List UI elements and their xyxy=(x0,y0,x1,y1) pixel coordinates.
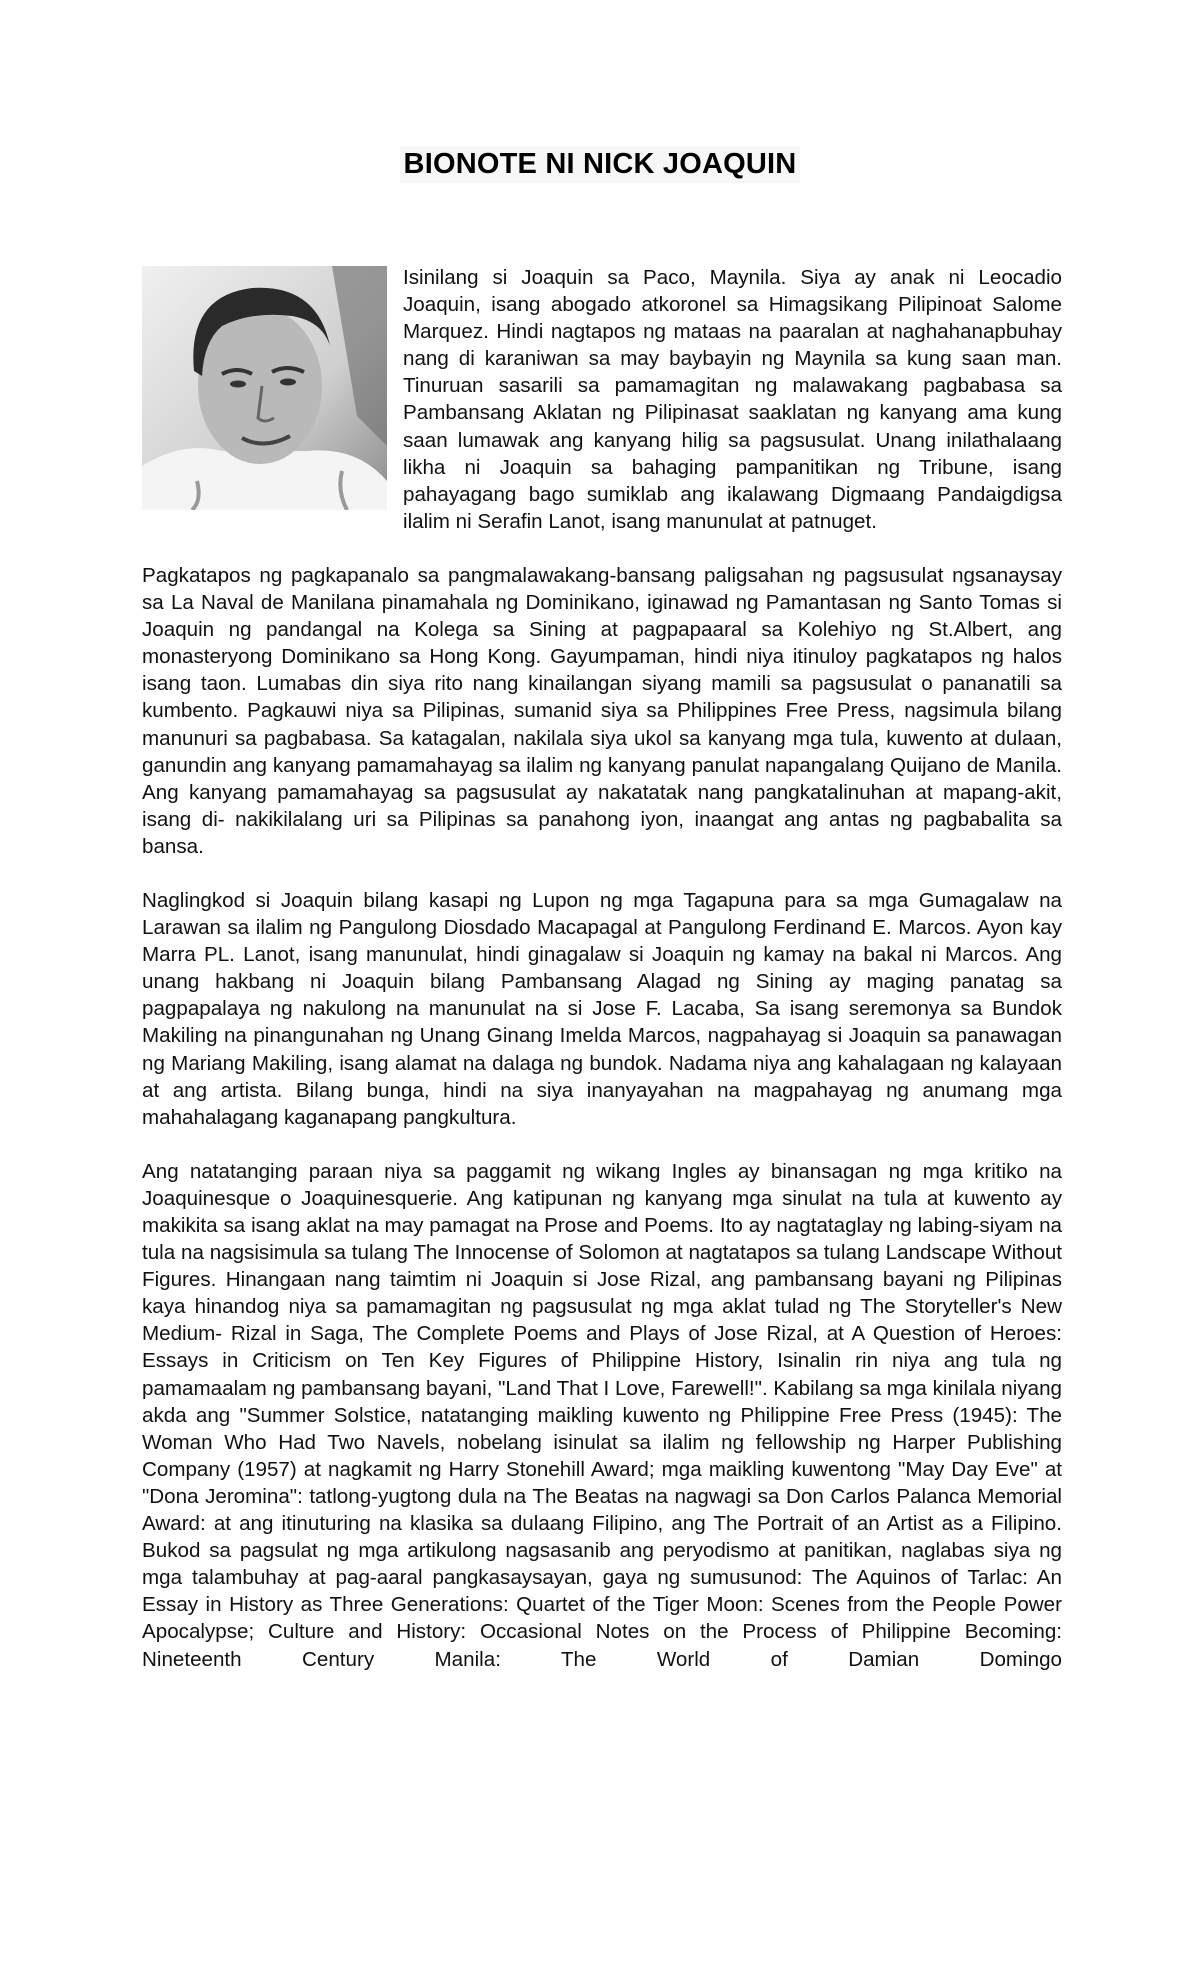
paragraph-3: Naglingkod si Joaquin bilang kasapi ng Lupon ng mga Tagapuna para sa mga Gumagalaw na Larawan sa ilalim ng Pangulong Diosdado Macapagal at Pangulong Ferdinand E. Marcos. Ayon kay Marra PL. Lanot, isang manunulat, hindi ginagalaw si Joaquin ng kamay na bakal ni Marcos. Ang unang hakbang ni Joaquin bilang Pambansang Alagad ng Sining ay maging panatag sa pagpapalaya ng nakulong na manunulat na si Jose F. Lacaba, Sa isang seremonya sa Bundok Makiling na pinangunahan ng Unang Ginang Imelda Marcos, nagpahayag si Joaquin sa panawagan ng Mariang Makiling, isang alamat na dalaga ng bundok. Nadama niya ang kahalagaan ng kalayaan at ang artista. Bilang bunga, hindi na siya inanyayahan na magpahayag ng anumang mga mahahalagang kaganapang pangkultura. xyxy=(142,888,1062,1129)
paragraph-4: Ang natatanging paraan niya sa paggamit ng wikang Ingles ay binansagan ng mga kritiko na Joaquinesque o Joaquinesquerie. Ang katipunan ng kanyang mga sinulat na tula at kuwento ay makikita sa isang aklat na may pamagat na Prose and Poems. Ito ay nagtataglay ng labing-siyam na tula na nagsisimula sa tulang The Innocense of Solomon at nagtatapos sa tulang Landscape Without Figures. Hinangaan nang taimtim ni Joaquin si Jose Rizal, ang pambansang bayani ng Pilipinas kaya hinandog niya sa pamamagitan ng pagsusulat ng mga aklat tulad ng The Storyteller's New Medium- Rizal in Saga, The Complete Poems and Plays of Jose Rizal, at A Question of Heroes: Essays in Criticism on Ten Key Figures of Philippine History, Isinalin rin niya ang tula ng pamamaalam ng pambansang bayani, "Land That I Love, Farewell!". Kabilang sa mga kinilala niyang akda ang "Summer Solstice, natatanging maikling kuwento ng Philippine Free Press (1945): The Woman Who Had Two Navels, nobelang isinulat sa ilalim ng fellowship ng Harper Publishing Company (1957) at nagkamit ng Harry Stonehill Award; mga maikling kuwentong "May Day Eve" at "Dona Jeromina": tatlong-yugtong dula na The Beatas na nagwagi sa Don Carlos Palanca Memorial Award: at ang itinuturing na klasika sa dulaang Filipino, ang The Portrait of an Artist as a Filipino. Bukod sa pagsulat ng mga artikulong nagsasanib ang peryodismo at panitikan, naglabas siya ng mga talambuhay at pag-aaral pangkasaysayan, gaya ng sumusunod: The Aquinos of Tarlac: An Essay in History as Three Generations: Quartet of the Tiger Moon: Scenes from the People Power Apocalypse; Culture and History: Occasional Notes on the Process of Philippine Becoming: Nineteenth Century Manila: The World of Damian Domingo xyxy=(142,1159,1062,1671)
paragraph-2: Pagkatapos ng pagkapanalo sa pangmalawakang-bansang paligsahan ng pagsusulat ngsanaysay sa La Naval de Manilana pinamahala ng Dominikano, iginawad ng Pamantasan ng Santo Tomas si Joaquin ng pandangal na Kolega sa Sining at pagpapaaral sa Kolehiyo ng St.Albert, ang monasteryong Dominikano sa Hong Kong. Gayumpaman, hindi niya itinuloy pagkatapos ng halos isang taon. Lumabas din siya rito nang kinailangan siyang mamili sa pagsusulat o pananatili sa kumbento. Pagkauwi niya sa Pilipinas, sumanid siya sa Philippines Free Press, nagsimula bilang manunuri sa pagbabasa. Sa katagalan, nakilala siya ukol sa kanyang mga tula, kuwento at dulaan, ganundin ang kanyang pamamahayag sa ilalim ng kanyang panulat napangalang Quijano de Manila. Ang kanyang pamamahayag sa pagsusulat ay nakatatak nang pangkatalinuhan at mapang-akit, isang di- nakikilalang uri sa Pilipinas sa panahong iyon, inaangat ang antas ng pagbabalita sa bansa. xyxy=(142,563,1062,858)
page-title: BIONOTE NI NICK JOAQUIN xyxy=(400,146,801,183)
paragraph-1 xyxy=(142,264,1062,535)
paragraph-text: Isinilang si Joaquin sa Paco, Maynila. Siya ay anak ni Leocadio Joaquin, isang abogado atkoronel sa Himagsikang Pilipinoat Salome Marquez. Hindi nagtapos ng mataas na paaralan at naghahanapbuhay nang di karaniwan sa may baybayin ng Maynila sa kung saan man. Tinuruan sasarili sa pamamagitan ng malawakang pagbabasa sa Pambansang Aklatan ng Pilipinasat saaklatan ng kanyang ama kung saan lumawak ang kanyang hilig sa pagsusulat. Unang inilathalaang likha ni Joaquin sa bahaging pampanitikan ng Tribune, isang pahayagang bago sumiklab ang ikalawang Digmaang Pandaigdigsa ilalim ni Serafin Lanot, isang manunulat at patnuget. xyxy=(403,266,1062,533)
document-body xyxy=(142,264,1062,1700)
title-container xyxy=(0,146,1200,183)
portrait-photo-icon xyxy=(142,266,387,510)
